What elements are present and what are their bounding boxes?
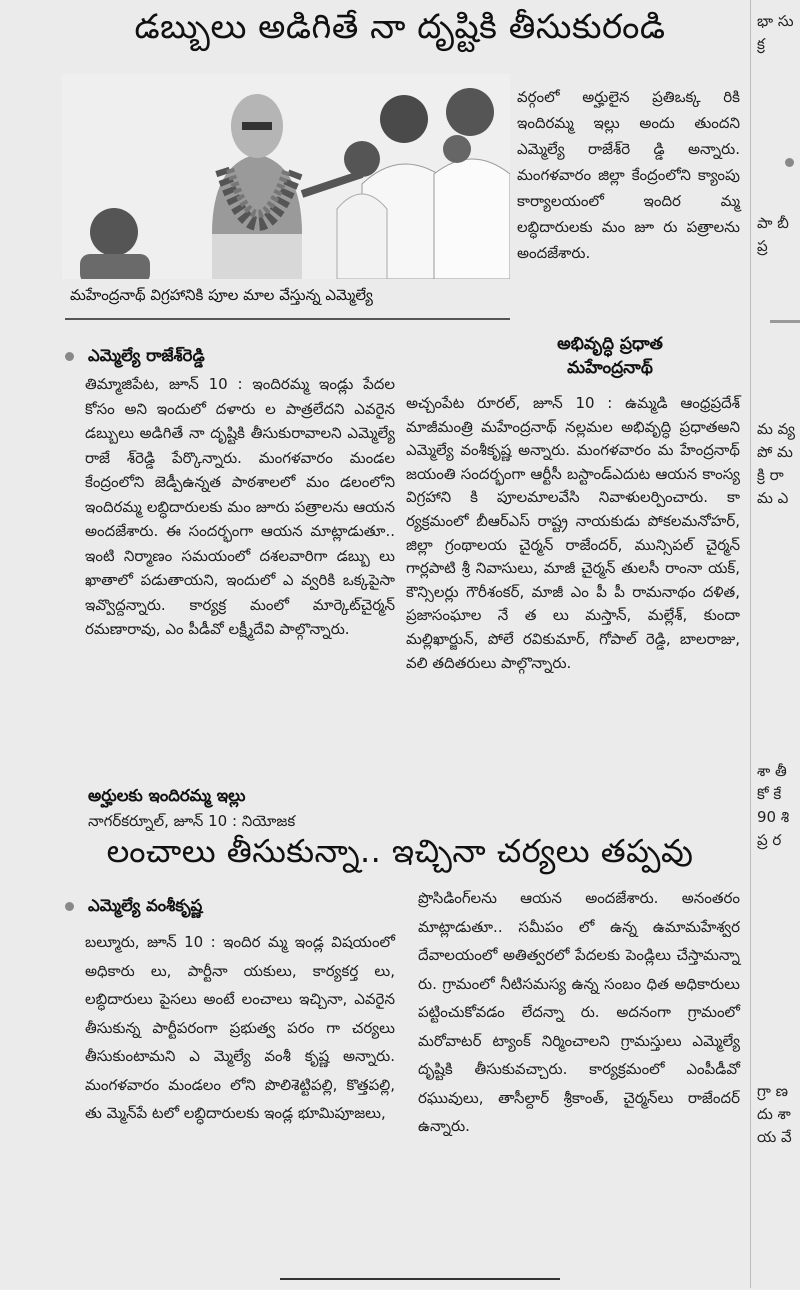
story3-right-body: ప్రొసిడింగ్‌లను ఆయన అందజేశారు. అనంతరం మాట్లాడుతూ.. సమీపం లో ఉన్న ఉమామహేశ్వర దేవాలయంలో అతిత్వరలో పేదలకు పెండ్లిలు చేస్తామన్నా రు. గ్రామంలో నీటిసమస్య ఉన్న సంబం ధిత అధికారులు పట్టించుకోవడం లేదన్నా రు. అదనంగా గ్రామంలో మరోవాటర్ ట్యాంక్ నిర్మించాలని గ్రామస్తులు ఎమ్మెల్యే దృష్టికి తీసుకువచ్చారు. కార్యక్రమంలో ఎంపీడీవో రఘువులు, తాసీల్దార్ శ్రీకాంత్, చైర్మన్‌లు రాజేందర్ ఉన్నారు. [418, 889, 740, 1135]
story1-subheading [65, 344, 205, 368]
story3-left-body: బల్మూరు, జూన్ 10 : ఇందిర మ్మ ఇండ్ల విషయంలో అధికారు లు, పార్టీనా యకులు, కార్యకర్త లు, లబ్ధిదారులు పైసలు అంటే లంచాలు ఇచ్చినా, ఎవరైన తీసుకున్న పార్టీపరంగా ప్రభుత్వ పరం గా చర్యలు తీసుకుంటామని ఎ మ్మెల్యే వంశీ కృష్ణ అన్నారు. మంగళవారం మండలం లోని పొలిశెట్టిపల్లి, కొత్తపల్లి, తు మ్మెన్‌పే టలో లబ్ధిదారులకు ఇండ్ల భూమిపూజలు, [85, 933, 395, 1122]
story1-headline: డబ్బులు అడిగితే నా దృష్టికి తీసుకురండి [134, 7, 666, 47]
story2-headline-line2: మహేంద్రనాథ్ [567, 358, 653, 378]
story2-headline-line1: అభివృద్ధి ప్రధాత [557, 334, 663, 354]
edge-rule [770, 320, 800, 323]
story1-right-text: వర్గంలో అర్హులైన ప్రతిఒక్క రికి ఇందిరమ్మ ఇల్లు అందు తుందని ఎమ్మెల్యే రాజేశ్‌రె డ్డి అన్నారు. మంగళవారం జిల్లా కేంద్రంలోని క్యాంపు కార్యాలయంలో ఇందిర మ్మ లబ్ధిదారులకు మం జూ రు పత్రాలను అందజేశారు. [517, 88, 740, 262]
story3-subheading [65, 894, 202, 918]
edge-column-m4: గ్రా ణ దు శా య వే [757, 1082, 792, 1146]
story1-left-body: తిమ్మాజిపేట, జూన్ 10 : ఇందిరమ్మ ఇండ్లు పేదల కోసం అని ఇందులో దళారు ల పాత్రలేదని ఎవరైన డబ్బులు అడిగితే నా దృష్టికి తీసుకురావాలని ఎమ్మెల్యే రాజే శ్‌రెడ్డి పేర్కొన్నారు. మంగళవారం మండల కేంద్రంలోని జెడ్పీఉన్నత పాఠశాలలో మం డలంలోని ఇందిరమ్మ లబ్ధిదారులకు మం జూరు పత్రాలను ఆయన అందజేశారు. ఈ సందర్భంగా ఆయన మాట్లాడుతూ.. ఇంటి నిర్మాణం సమయంలో దశలవారిగా డబ్బు లు ఖాతాలో పడుతాయని, ఇందులో ఎ వ్వరికి ఒక్కపైసా ఇవ్వొద్దన్నారు. కార్యక్ర మంలో మార్కెట్‌చైర్మన్ రమణారావు, ఎం పీడీవో లక్ష్మీదేవి పాల్గొన్నారు. [85, 375, 395, 638]
photo-illustration [62, 74, 510, 279]
photo-caption: మహేంద్రనాథ్ విగ్రహానికి పూల మాల వేస్తున్న ఎమ్మెల్యే [70, 286, 373, 304]
story2-headline [480, 332, 740, 380]
subheading-text: ఎమ్మెల్యే వంశీకృష్ణ [88, 896, 203, 915]
news-photo [62, 74, 510, 279]
bullet-icon [65, 902, 74, 911]
story2-body: అచ్చంపేట రూరల్, జూన్ 10 : ఉమ్మడి ఆంధ్రప్రదేశ్ మాజీమంత్రి మహేంద్రనాథ్ నల్లమల అభివృద్ధి ప్రధాతఅని ఎమ్మెల్యే వంశీకృష్ణ అన్నారు. మంగళవారం మ హేంద్రనాథ్ జయంతి సందర్భంగా ఆర్టీసీ బస్టాండ్ఎదుట ఆయన కాంస్య విగ్రహాని కి పూలమాలవేసి నివాళులర్పించారు. కా ర్యక్రమంలో బీఆర్ఎస్ రాష్ట్ర నాయకుడు పోకలమనోహర్, జిల్లా గ్రంథాలయ చైర్మన్ రాజేందర్, మున్సిపల్ చైర్మన్ గార్లపాటి శ్రీ నివాసులు, మాజీ చైర్మన్ తులసీ రాంనా యక్, కౌన్సిలర్లు గౌరీశంకర్, మాజీ ఎం పీ పీ రామనాథం దళిత, ప్రజాసంఘాల నే త లు మస్తాన్, మల్లేశ్, కుందా మల్లిఖార్జున్, పోలే రవికుమార్, గోపాల్ రెడ్డి, బాలరాజు, వలి తదితరులు పాల్గొన్నారు. [406, 394, 740, 672]
edge-column-m2: మ వ్య పో మ క్రి రా మ ఎ [757, 420, 795, 507]
subheading-text: ఎమ్మెల్యే రాజేశ్‌రెడ్డి [88, 346, 205, 365]
edge-column-mid: పా బీ ప్ర [757, 214, 789, 255]
story1-subheading2: అర్హులకు ఇందిరమ్మ ఇల్లు [88, 786, 246, 805]
column-divider [750, 0, 751, 1288]
story3-headline: లంచాలు తీసుకున్నా.. ఇచ్చినా చర్యలు తప్పవు [106, 832, 694, 870]
edge-bullet [785, 158, 794, 167]
story1-left-body2: నాగర్‌కర్నూల్, జూన్ 10 : నియోజక [88, 812, 296, 830]
edge-column-m3: శా తీ కో కే 90 శి ప్ర ర [757, 762, 790, 849]
edge-column-top: భా సు క్ర [757, 12, 794, 53]
bullet-icon [65, 352, 74, 361]
caption-rule [65, 318, 510, 320]
next-headline-fragment [280, 1278, 560, 1290]
